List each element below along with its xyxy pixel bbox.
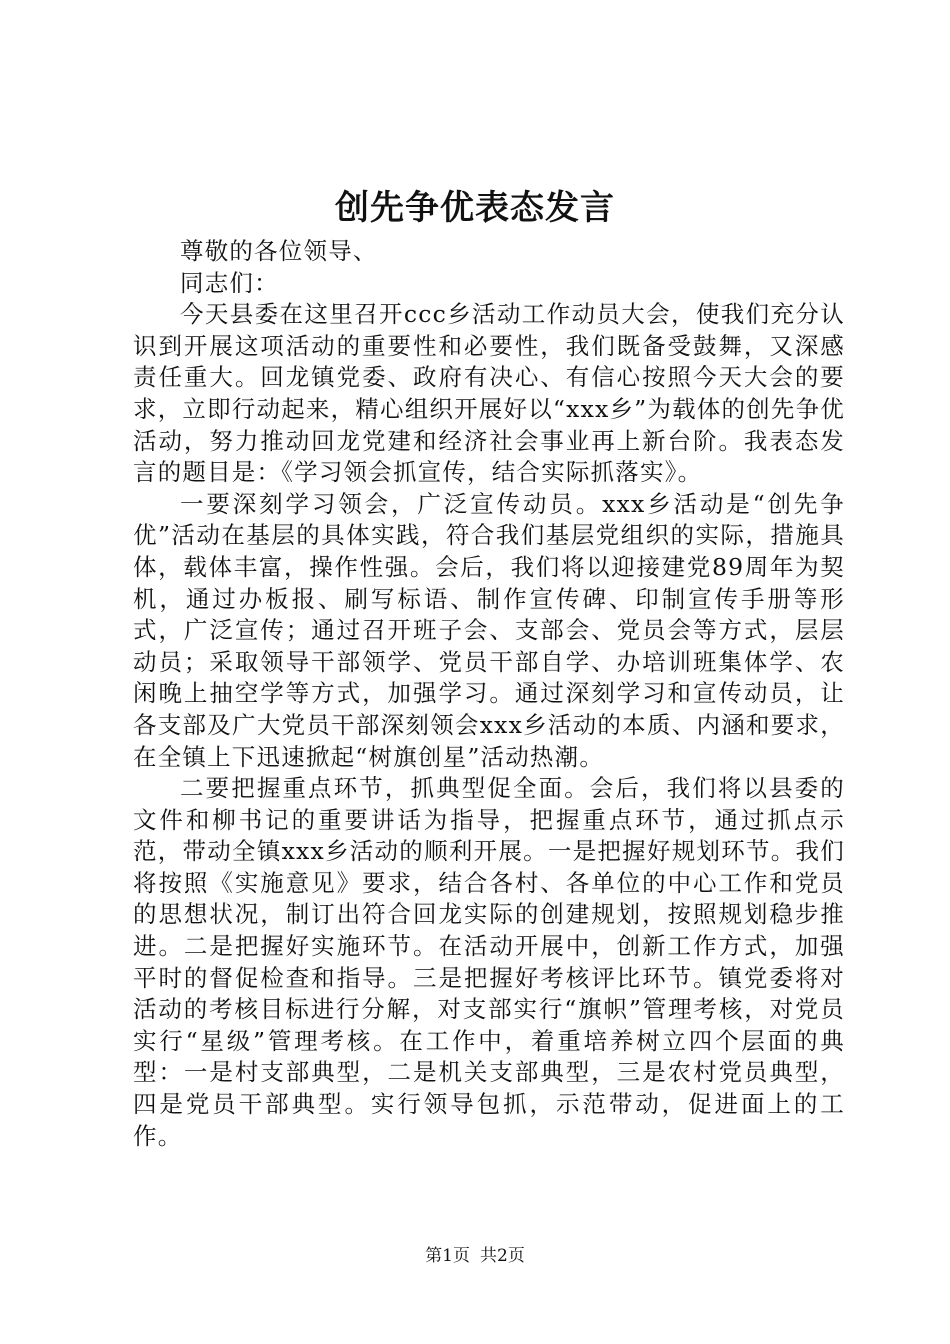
page-number-current: 第1页 (425, 1246, 470, 1266)
salutation-line-1: 尊敬的各位领导、 (180, 237, 378, 265)
document-title: 创先争优表态发言 (335, 188, 615, 228)
salutation-line-2: 同志们： (180, 268, 279, 297)
paragraph-study-publicize: 一要深刻学习领会，广泛宣传动员。xxx乡活动是“创先争优”活动在基层的具体实践，符合我们基层党组织的实际，措施具体，载体丰富，操作性强。会后，我们将以迎接建党89周年为契机，通过办板报、刷写标语、制作宣传碑、印制宣传手册等形式，广泛宣传；通过召开班子会、支部会、党员会等方式，层层动员；采取领导干部领学、党员干部自学、办培训班集体学、农闲晚上抽空学等方式，加强学习。通过深刻学习和宣传动员，让各支部及广大党员干部深刻领会xxx乡活动的本质、内涵和要求，在全镇上下迅速掀起“树旗创星”活动热潮。 (133, 489, 845, 771)
paragraph-key-links: 二要把握重点环节，抓典型促全面。会后，我们将以县委的文件和柳书记的重要讲话为指导，把握重点环节，通过抓点示范，带动全镇xxx乡活动的顺利开展。一是把握好规划环节。我们将按照《实施意见》要求，结合各村、各单位的中心工作和党员的思想状况，制订出符合回龙实际的创建规划，按照规划稳步推进。二是把握好实施环节。在活动开展中，创新工作方式，加强平时的督促检查和指导。三是把握好考核评比环节。镇党委将对活动的考核目标进行分解，对支部实行“旗帜”管理考核，对党员实行“星级”管理考核。在工作中，着重培养树立四个层面的典型：一是村支部典型，二是机关支部典型，三是农村党员典型，四是党员干部典型。实行领导包抓，示范带动，促进面上的工作。 (133, 774, 845, 1150)
page-number-total: 共2页 (480, 1246, 525, 1266)
document-body (133, 236, 845, 1152)
page-footer (0, 1244, 950, 1268)
paragraph-intro: 今天县委在这里召开ccc乡活动工作动员大会，使我们充分认识到开展这项活动的重要性和必要性，我们既备受鼓舞，又深感责任重大。回龙镇党委、政府有决心、有信心按照今天大会的要求，立即行动起来，精心组织开展好以“xxx乡”为载体的创先争优活动，努力推动回龙党建和经济社会事业再上新台阶。我表态发言的题目是：《学习领会抓宣传，结合实际抓落实》。 (133, 300, 845, 487)
